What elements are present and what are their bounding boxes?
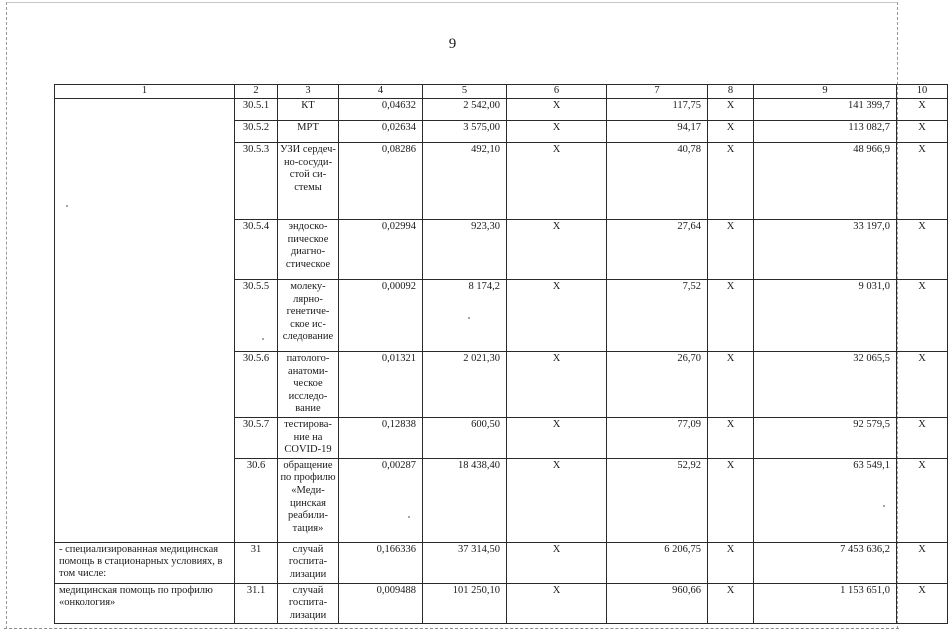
x-cell: Х — [708, 280, 754, 352]
x-cell: Х — [897, 280, 948, 352]
value-cell: 7 453 636,2 — [754, 542, 897, 583]
x-cell: Х — [897, 143, 948, 220]
header-cell: 9 — [754, 85, 897, 99]
value-cell: 0,01321 — [339, 352, 423, 418]
value-cell: 0,00092 — [339, 280, 423, 352]
code-cell: 30.5.6 — [235, 352, 278, 418]
value-cell: 0,00287 — [339, 458, 423, 542]
value-cell: 94,17 — [607, 121, 708, 143]
data-table — [54, 84, 948, 624]
value-cell: 141 399,7 — [754, 99, 897, 121]
x-cell: Х — [507, 99, 607, 121]
value-cell: 18 438,40 — [423, 458, 507, 542]
table-row — [55, 99, 948, 121]
value-cell: 0,04632 — [339, 99, 423, 121]
value-cell: 7,52 — [607, 280, 708, 352]
value-cell: 1 153 651,0 — [754, 583, 897, 624]
header-cell: 4 — [339, 85, 423, 99]
value-cell: 63 549,1 — [754, 458, 897, 542]
value-cell: 27,64 — [607, 220, 708, 280]
x-cell: Х — [897, 121, 948, 143]
x-cell: Х — [507, 417, 607, 458]
value-cell: 960,66 — [607, 583, 708, 624]
x-cell: Х — [708, 121, 754, 143]
x-cell: Х — [897, 99, 948, 121]
scan-speck — [883, 505, 885, 507]
x-cell: Х — [708, 220, 754, 280]
x-cell: Х — [897, 417, 948, 458]
x-cell: Х — [708, 99, 754, 121]
value-cell: 37 314,50 — [423, 542, 507, 583]
x-cell: Х — [897, 352, 948, 418]
section-cell: медицинская помощь по профилю «онкология» — [55, 583, 235, 624]
x-cell: Х — [708, 542, 754, 583]
value-cell: 3 575,00 — [423, 121, 507, 143]
scan-speck — [408, 516, 410, 518]
x-cell: Х — [507, 220, 607, 280]
header-cell: 5 — [423, 85, 507, 99]
section-cell: - специализированная медицинская помощь в стационарных условиях, в том числе: — [55, 542, 235, 583]
scan-speck — [262, 338, 264, 340]
x-cell: Х — [897, 542, 948, 583]
x-cell: Х — [708, 143, 754, 220]
x-cell: Х — [507, 121, 607, 143]
value-cell: 8 174,2 — [423, 280, 507, 352]
header-row — [55, 85, 948, 99]
x-cell: Х — [708, 583, 754, 624]
value-cell: 923,30 — [423, 220, 507, 280]
unit-cell: МРТ — [278, 121, 339, 143]
header-cell: 7 — [607, 85, 708, 99]
code-cell: 31 — [235, 542, 278, 583]
x-cell: Х — [897, 458, 948, 542]
scan-speck — [66, 205, 68, 207]
value-cell: 40,78 — [607, 143, 708, 220]
unit-cell: тестирование на COVID-19 — [278, 417, 339, 458]
value-cell: 2 021,30 — [423, 352, 507, 418]
value-cell: 0,12838 — [339, 417, 423, 458]
value-cell: 492,10 — [423, 143, 507, 220]
value-cell: 101 250,10 — [423, 583, 507, 624]
code-cell: 30.5.5 — [235, 280, 278, 352]
code-cell: 31.1 — [235, 583, 278, 624]
page-number: 9 — [448, 36, 457, 52]
x-cell: Х — [507, 542, 607, 583]
code-cell: 30.5.3 — [235, 143, 278, 220]
code-cell: 30.5.4 — [235, 220, 278, 280]
x-cell: Х — [708, 458, 754, 542]
x-cell: Х — [507, 280, 607, 352]
code-cell: 30.5.1 — [235, 99, 278, 121]
value-cell: 0,02634 — [339, 121, 423, 143]
header-cell: 1 — [55, 85, 235, 99]
value-cell: 0,166336 — [339, 542, 423, 583]
code-cell: 30.5.2 — [235, 121, 278, 143]
header-cell: 8 — [708, 85, 754, 99]
value-cell: 0,08286 — [339, 143, 423, 220]
value-cell: 52,92 — [607, 458, 708, 542]
value-cell: 0,009488 — [339, 583, 423, 624]
x-cell: Х — [897, 220, 948, 280]
unit-cell: молекулярногенетическое исследование — [278, 280, 339, 352]
x-cell: Х — [507, 143, 607, 220]
x-cell: Х — [708, 352, 754, 418]
scan-speck — [468, 317, 470, 319]
value-cell: 117,75 — [607, 99, 708, 121]
unit-cell: КТ — [278, 99, 339, 121]
code-cell: 30.5.7 — [235, 417, 278, 458]
page-bottom-edge — [4, 628, 899, 629]
unit-cell: случай госпитализации — [278, 542, 339, 583]
value-cell: 9 031,0 — [754, 280, 897, 352]
header-cell: 3 — [278, 85, 339, 99]
header-cell: 2 — [235, 85, 278, 99]
unit-cell: эндоскопическое диагностическое — [278, 220, 339, 280]
value-cell: 32 065,5 — [754, 352, 897, 418]
table-row — [55, 583, 948, 624]
value-cell: 113 082,7 — [754, 121, 897, 143]
x-cell: Х — [507, 352, 607, 418]
value-cell: 6 206,75 — [607, 542, 708, 583]
section-cell-empty — [55, 99, 235, 543]
x-cell: Х — [897, 583, 948, 624]
code-cell: 30.6 — [235, 458, 278, 542]
value-cell: 77,09 — [607, 417, 708, 458]
value-cell: 48 966,9 — [754, 143, 897, 220]
x-cell: Х — [708, 417, 754, 458]
value-cell: 26,70 — [607, 352, 708, 418]
value-cell: 92 579,5 — [754, 417, 897, 458]
x-cell: Х — [507, 583, 607, 624]
value-cell: 0,02994 — [339, 220, 423, 280]
value-cell: 2 542,00 — [423, 99, 507, 121]
header-cell: 6 — [507, 85, 607, 99]
unit-cell: патологоанатомическое исследование — [278, 352, 339, 418]
value-cell: 33 197,0 — [754, 220, 897, 280]
unit-cell: УЗИ сердечно-сосудистой системы — [278, 143, 339, 220]
header-cell: 10 — [897, 85, 948, 99]
table-row — [55, 542, 948, 583]
unit-cell: случай госпитализации — [278, 583, 339, 624]
value-cell: 600,50 — [423, 417, 507, 458]
x-cell: Х — [507, 458, 607, 542]
unit-cell: обращение по профилю «Медицинская реабилитация» — [278, 458, 339, 542]
